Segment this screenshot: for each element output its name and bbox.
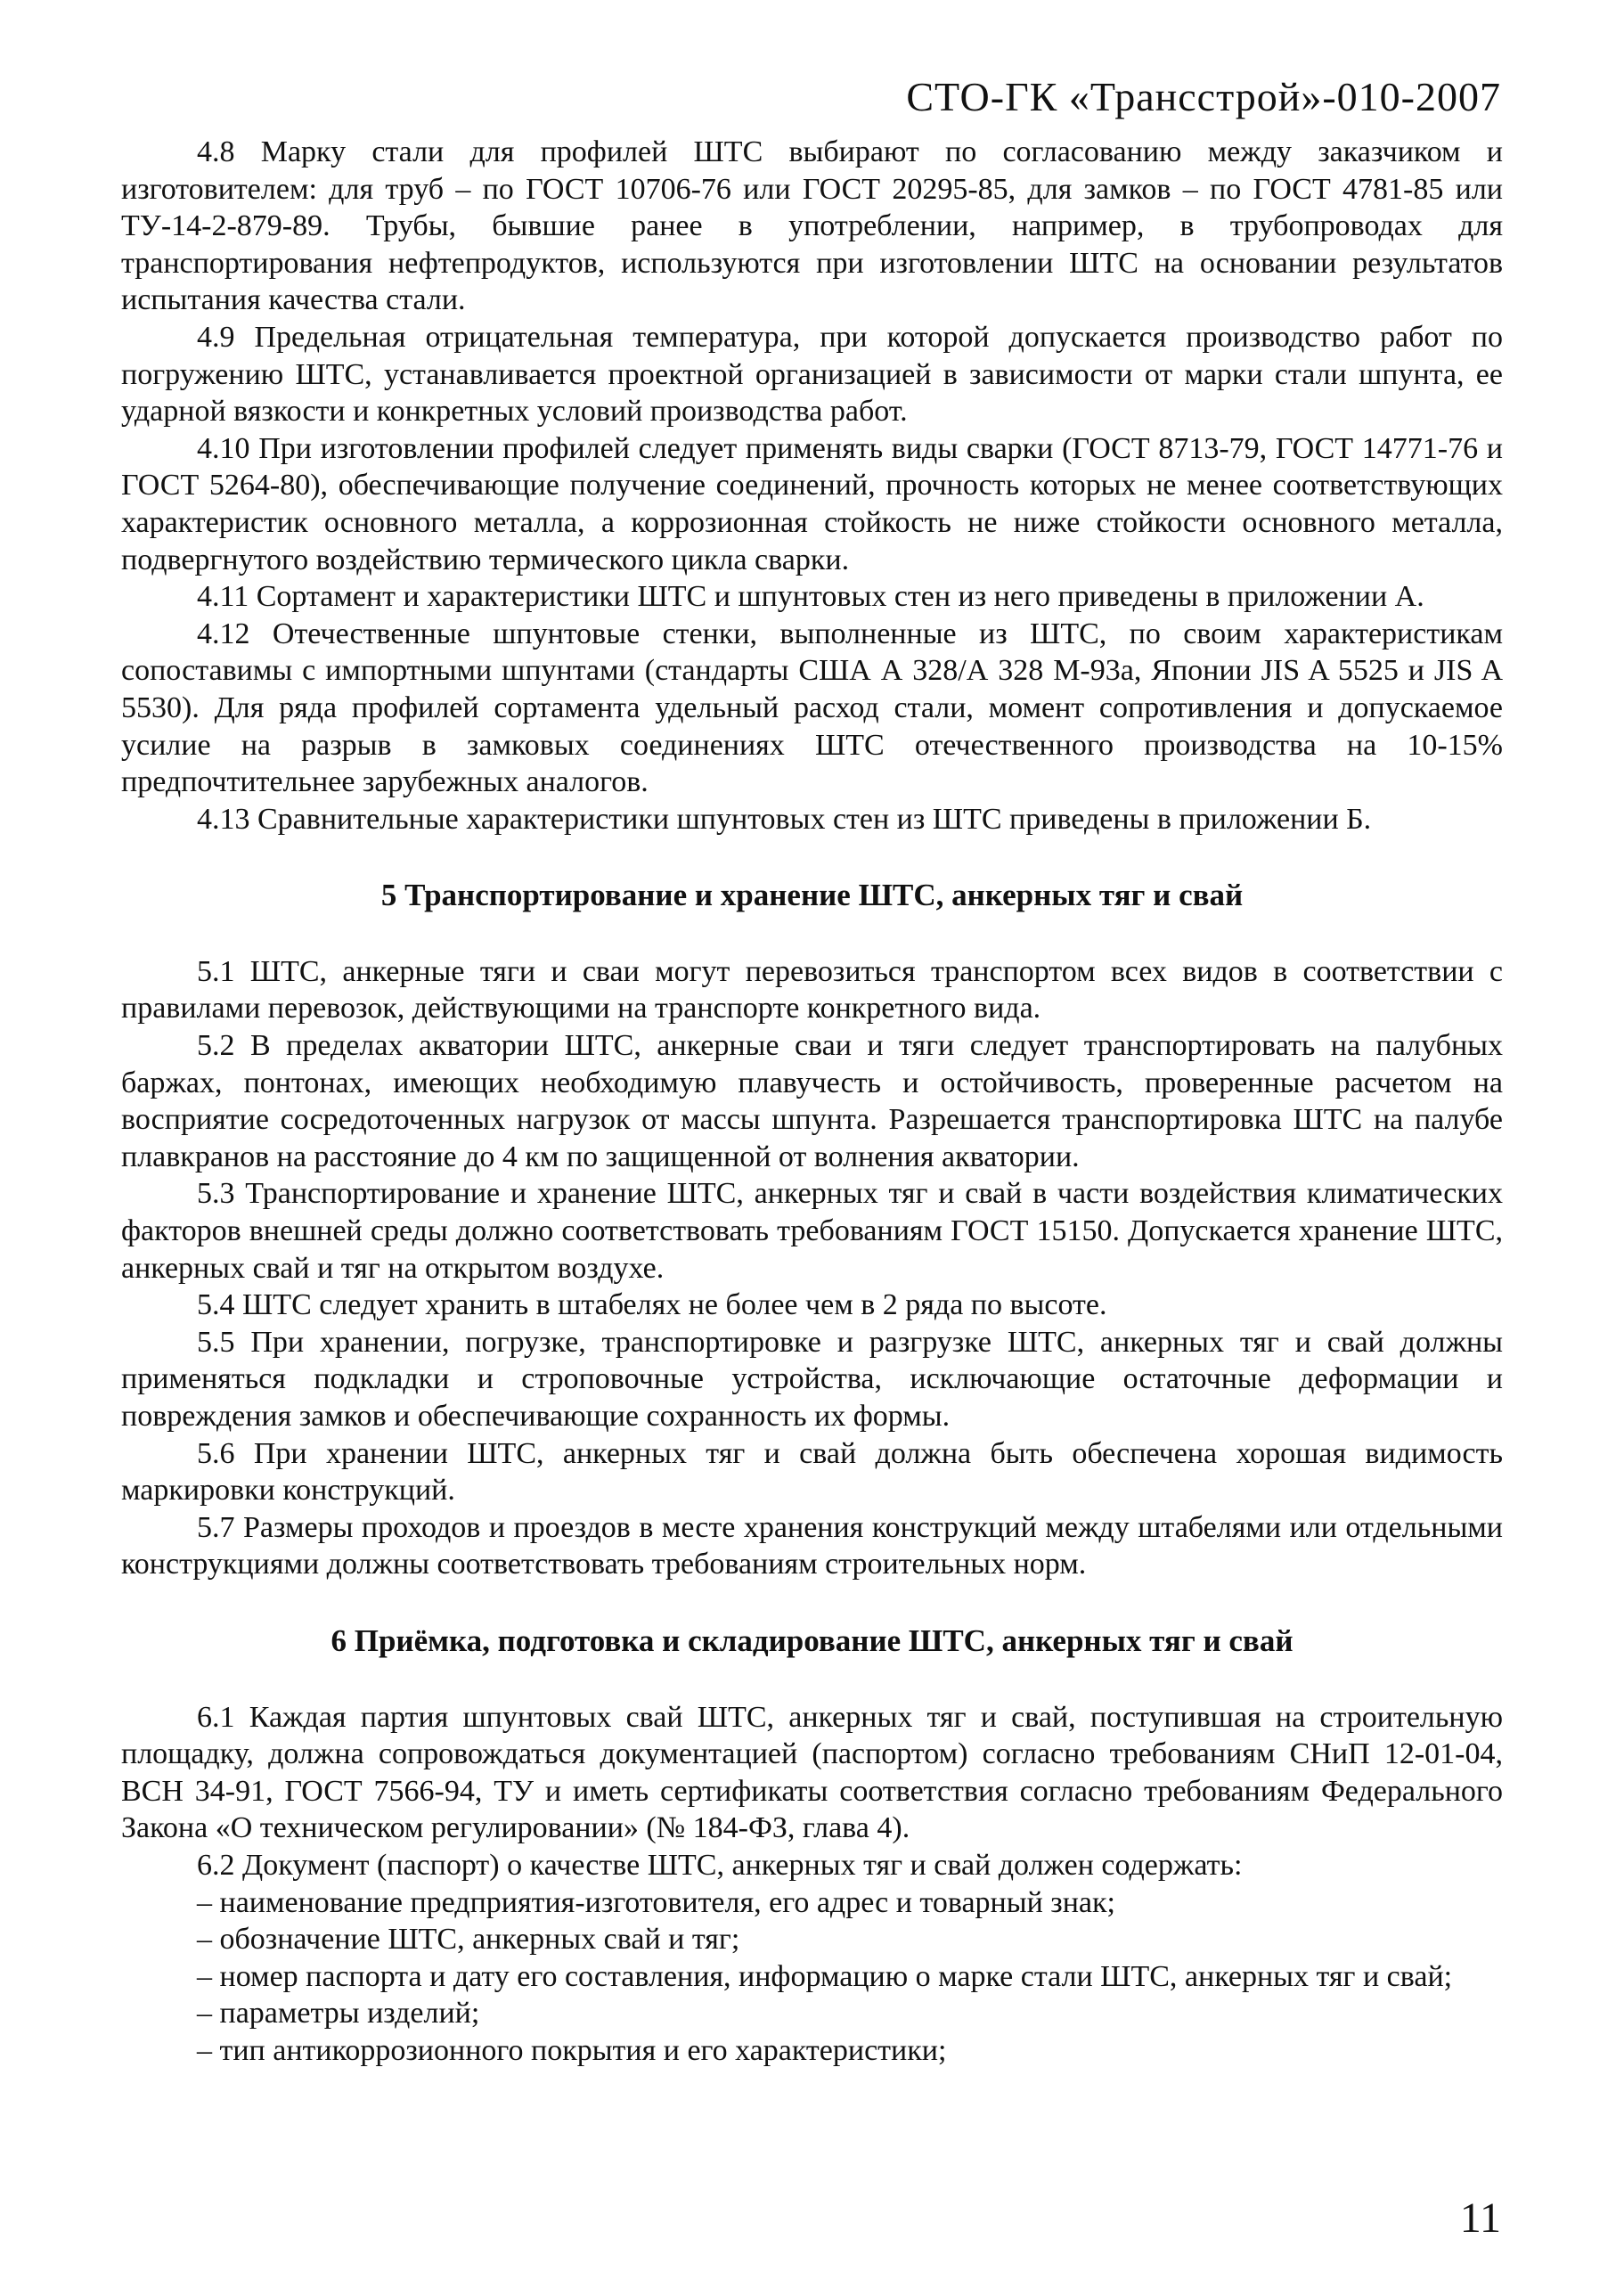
list-item: – обозначение ШТС, анкерных свай и тяг; bbox=[197, 1923, 740, 1957]
paragraph-6-2: 6.2 Документ (паспорт) о качестве ШТС, анкерных тяг и свай должен содержать: bbox=[197, 1848, 1243, 1882]
document-code-header: СТО-ГК «Трансстрой»-010-2007 bbox=[906, 74, 1501, 119]
section-6-heading: 6 Приёмка, подготовка и складирование ШТС, анкерных тяг и свай bbox=[331, 1622, 1293, 1658]
paragraph-5-5: 5.5 При хранении, погрузке, транспортировке и разгрузке ШТС, анкерных тяг и свай должны применяться подкладки и строповочные устройства, исключающие остаточные деформации и повреждения замков и обеспечивающие сохранность их формы. bbox=[121, 1325, 1503, 1433]
list-item: – наименование предприятия-изготовителя, его адрес и товарный знак; bbox=[197, 1885, 1115, 1919]
document-body bbox=[121, 134, 1503, 2070]
paragraph-4-11: 4.11 Сортамент и характеристики ШТС и шпунтовых стен из него приведены в приложении А. bbox=[197, 580, 1424, 614]
paragraph-5-4: 5.4 ШТС следует хранить в штабелях не более чем в 2 ряда по высоте. bbox=[197, 1288, 1107, 1322]
paragraph-5-3: 5.3 Транспортирование и хранение ШТС, анкерных тяг и свай в части воздействия климатических факторов внешней среды должно соответствовать требованиям ГОСТ 15150. Допускается хранение ШТС, анкерных свай и тяг на открытом воздухе. bbox=[121, 1177, 1503, 1285]
paragraph-5-6: 5.6 При хранении ШТС, анкерных тяг и свай должна быть обеспечена хорошая видимость маркировки конструкций. bbox=[121, 1436, 1503, 1508]
paragraph-5-2: 5.2 В пределах акватории ШТС, анкерные сваи и тяги следует транспортировать на палубных баржах, понтонах, имеющих необходимую плавучесть и остойчивость, проверенные расчетом на восприятие сосредоточенных нагрузок от массы шпунта. Разрешается транспортировка ШТС на палубе плавкранов на расстояние до 4 км по защищенной от волнения акватории. bbox=[121, 1029, 1503, 1173]
list-item: – параметры изделий; bbox=[197, 1997, 480, 2031]
paragraph-4-13: 4.13 Сравнительные характеристики шпунтовых стен из ШТС приведены в приложении Б. bbox=[197, 802, 1372, 836]
list-item: – номер паспорта и дату его составления, информацию о марке стали ШТС, анкерных тяг и свай; bbox=[197, 1959, 1453, 1993]
paragraph-5-1: 5.1 ШТС, анкерные тяги и сваи могут перевозиться транспортом всех видов в соответствии с правилами перевозок, действующими на транспорте конкретного вида. bbox=[121, 954, 1503, 1026]
paragraph-4-12: 4.12 Отечественные шпунтовые стенки, выполненные из ШТС, по своим характеристикам сопоставимы с импортными шпунтами (стандарты США А 328/А 328 М-93а, Японии JIS A 5525 и JIS A 5530). Для ряда профилей сортамента удельный расход стали, момент сопротивления и допускаемое усилие на разрыв в замковых соединениях ШТС отечественного производства на 10-15% предпочтительнее зарубежных аналогов. bbox=[121, 617, 1503, 799]
paragraph-6-1: 6.1 Каждая партия шпунтовых свай ШТС, анкерных тяг и свай, поступившая на строительную площадку, должна сопровождаться документацией (паспортом) согласно требованиям СНиП 12-01-04, ВСН 34-91, ГОСТ 7566-94, ТУ и иметь сертификаты соответствия согласно требованиям Федерального Закона «О техническом регулировании» (№ 184-ФЗ, глава 4). bbox=[121, 1700, 1503, 1845]
paragraph-5-7: 5.7 Размеры проходов и проездов в месте хранения конструкций между штабелями или отдельными конструкциями должны соответствовать требованиям строительных норм. bbox=[121, 1510, 1503, 1581]
paragraph-4-8: 4.8 Марку стали для профилей ШТС выбирают по согласованию между заказчиком и изготовителем: для труб – по ГОСТ 10706-76 или ГОСТ 20295-85, для замков – по ГОСТ 4781-85 или ТУ-14-2-879-89. Трубы, бывшие ранее в употреблении, например, в трубопроводах для транспортирования нефтепродуктов, используются при изготовлении ШТС на основании результатов испытания качества стали. bbox=[121, 135, 1503, 317]
paragraph-4-10: 4.10 При изготовлении профилей следует применять виды сварки (ГОСТ 8713-79, ГОСТ 14771-76 и ГОСТ 5264-80), обеспечивающие получение соединений, прочность которых не менее соответствующих характеристик основного металла, а коррозионная стойкость не ниже стойкости основного металла, подвергнутого воздействию термического цикла сварки. bbox=[121, 431, 1503, 576]
list-item: – тип антикоррозионного покрытия и его характеристики; bbox=[197, 2033, 947, 2067]
page-number: 11 bbox=[1459, 2194, 1501, 2242]
section-5-heading: 5 Транспортирование и хранение ШТС, анкерных тяг и свай bbox=[380, 878, 1244, 913]
paragraph-4-9: 4.9 Предельная отрицательная температура, при которой допускается производство работ по погружению ШТС, устанавливается проектной организацией в зависимости от марки стали шпунта, ее ударной вязкости и конкретных условий производства работ. bbox=[121, 320, 1503, 429]
